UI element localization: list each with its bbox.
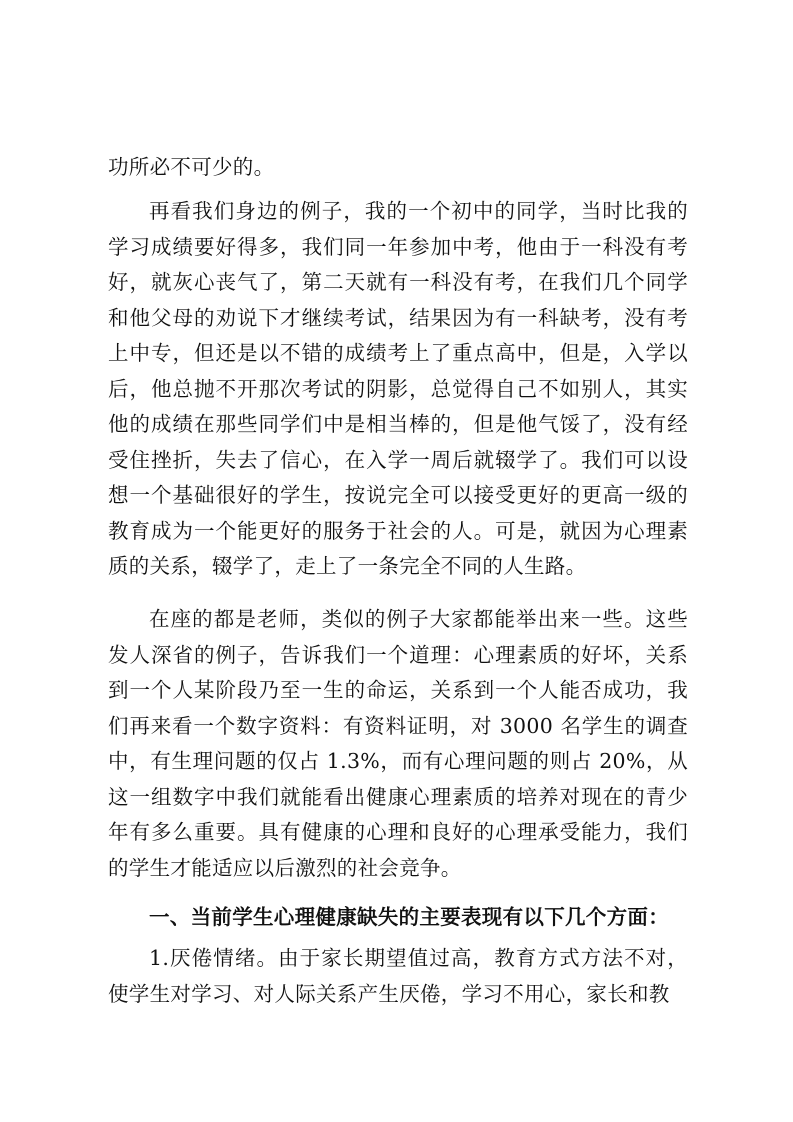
list-item-weariness: 1.厌倦情绪。由于家长期望值过高，教育方式方法不对，使学生对学习、对人际关系产生厌倦，学习不用心，家长和教	[108, 946, 688, 1006]
paragraph-statistics: 在座的都是老师，类似的例子大家都能举出来一些。这些发人深省的例子，告诉我们一个道理：心理素质的好坏，关系到一个人某阶段乃至一生的命运，关系到一个人能否成功，我们再来看一个数字资料：有资料证明，对 3000 名学生的调查中，有生理问题的仅占 1.3%，而有心理问题的则占 20%，从这一组数字中我们就能看出健康心理素质的培养对现在的青少年有多么重要。具有健康的心理和良好的心理承受能力，我们的学生才能适应以后激烈的社会竞争。	[108, 607, 688, 880]
section-heading: 一、当前学生心理健康缺失的主要表现有以下几个方面：	[149, 905, 669, 929]
paragraph-continuation: 功所必不可少的。	[108, 155, 275, 179]
paragraph-classmate-example: 再看我们身边的例子，我的一个初中的同学，当时比我的学习成绩要好得多，我们同一年参加中考，他由于一科没有考好，就灰心丧气了，第二天就有一科没有考，在我们几个同学和他父母的劝说下才继续考试，结果因为有一科缺考，没有考上中专，但还是以不错的成绩考上了重点高中，但是，入学以后，他总抛不开那次考试的阴影，总觉得自己不如别人，其实他的成绩在那些同学们中是相当棒的，但是他气馁了，没有经受住挫折，失去了信心，在入学一周后就辍学了。我们可以设想一个基础很好的学生，按说完全可以接受更好的更高一级的教育成为一个能更好的服务于社会的人。可是，就因为心理素质的关系，辍学了，走上了一条完全不同的人生路。	[108, 199, 688, 578]
